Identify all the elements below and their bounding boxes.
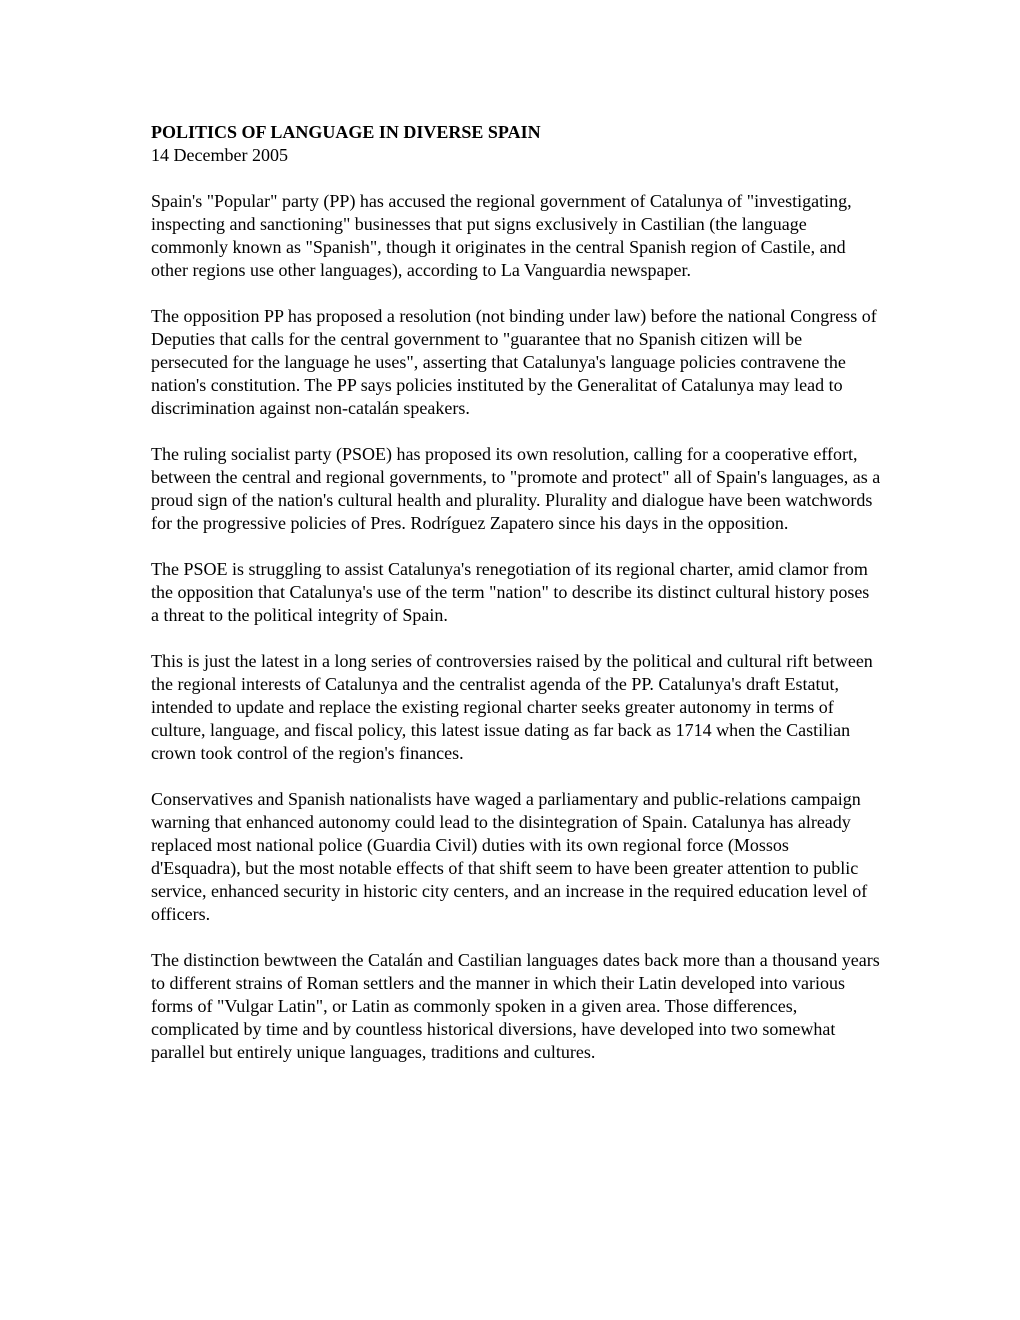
paragraph-6: Conservatives and Spanish nationalists have waged a parliamentary and public-relations campaign warning that enhanced autonomy could lead to the disintegration of Spain. Catalunya has already replaced most national police (Guardia Civil) duties with its own regional force (Mossos d'Esquadra), but the most notable effects of that shift seem to have been greater attention to public service, enhanced security in historic city centers, and an increase in the required education level of officers. [151, 789, 868, 924]
paragraph-7: The distinction bewtween the Catalán and Castilian languages dates back more than a thousand years to different strains of Roman settlers and the manner in which their Latin developed into various forms of "Vulgar Latin", or Latin as commonly spoken in a given area. Those differences, complicated by time and by countless historical diversions, have developed into two somewhat parallel but entirely unique languages, traditions and cultures. [151, 950, 880, 1062]
document-page [151, 121, 881, 1064]
article-title: POLITICS OF LANGUAGE IN DIVERSE SPAIN [151, 122, 541, 142]
paragraph-5: This is just the latest in a long series of controversies raised by the political and cultural rift between the regional interests of Catalunya and the centralist agenda of the PP. Catalunya's draft Estatut, intended to update and replace the existing regional charter seeks greater autonomy in terms of culture, language, and fiscal policy, this latest issue dating as far back as 1714 when the Castilian crown took control of the region's finances. [151, 651, 873, 763]
paragraph-4: The PSOE is struggling to assist Catalunya's renegotiation of its regional charter, amid clamor from the opposition that Catalunya's use of the term "nation" to describe its distinct cultural history poses a threat to the political integrity of Spain. [151, 559, 870, 625]
paragraph-3: The ruling socialist party (PSOE) has proposed its own resolution, calling for a cooperative effort, between the central and regional governments, to "promote and protect" all of Spain's languages, as a proud sign of the nation's cultural health and plurality. Plurality and dialogue have been watchwords for the progressive policies of Pres. Rodríguez Zapatero since his days in the opposition. [151, 444, 881, 533]
article-date: 14 December 2005 [151, 145, 288, 165]
paragraph-1: Spain's "Popular" party (PP) has accused the regional government of Catalunya of "investigating, inspecting and sanctioning" businesses that put signs exclusively in Castilian (the language commonly known as "Spanish", though it originates in the central Spanish region of Castile, and other regions use other languages), according to La Vanguardia newspaper. [151, 191, 852, 280]
paragraph-2: The opposition PP has proposed a resolution (not binding under law) before the national Congress of Deputies that calls for the central government to "guarantee that no Spanish citizen will be persecuted for the language he uses", asserting that Catalunya's language policies contravene the nation's constitution. The PP says policies instituted by the Generalitat of Catalunya may lead to discrimination against non-catalán speakers. [151, 306, 877, 418]
